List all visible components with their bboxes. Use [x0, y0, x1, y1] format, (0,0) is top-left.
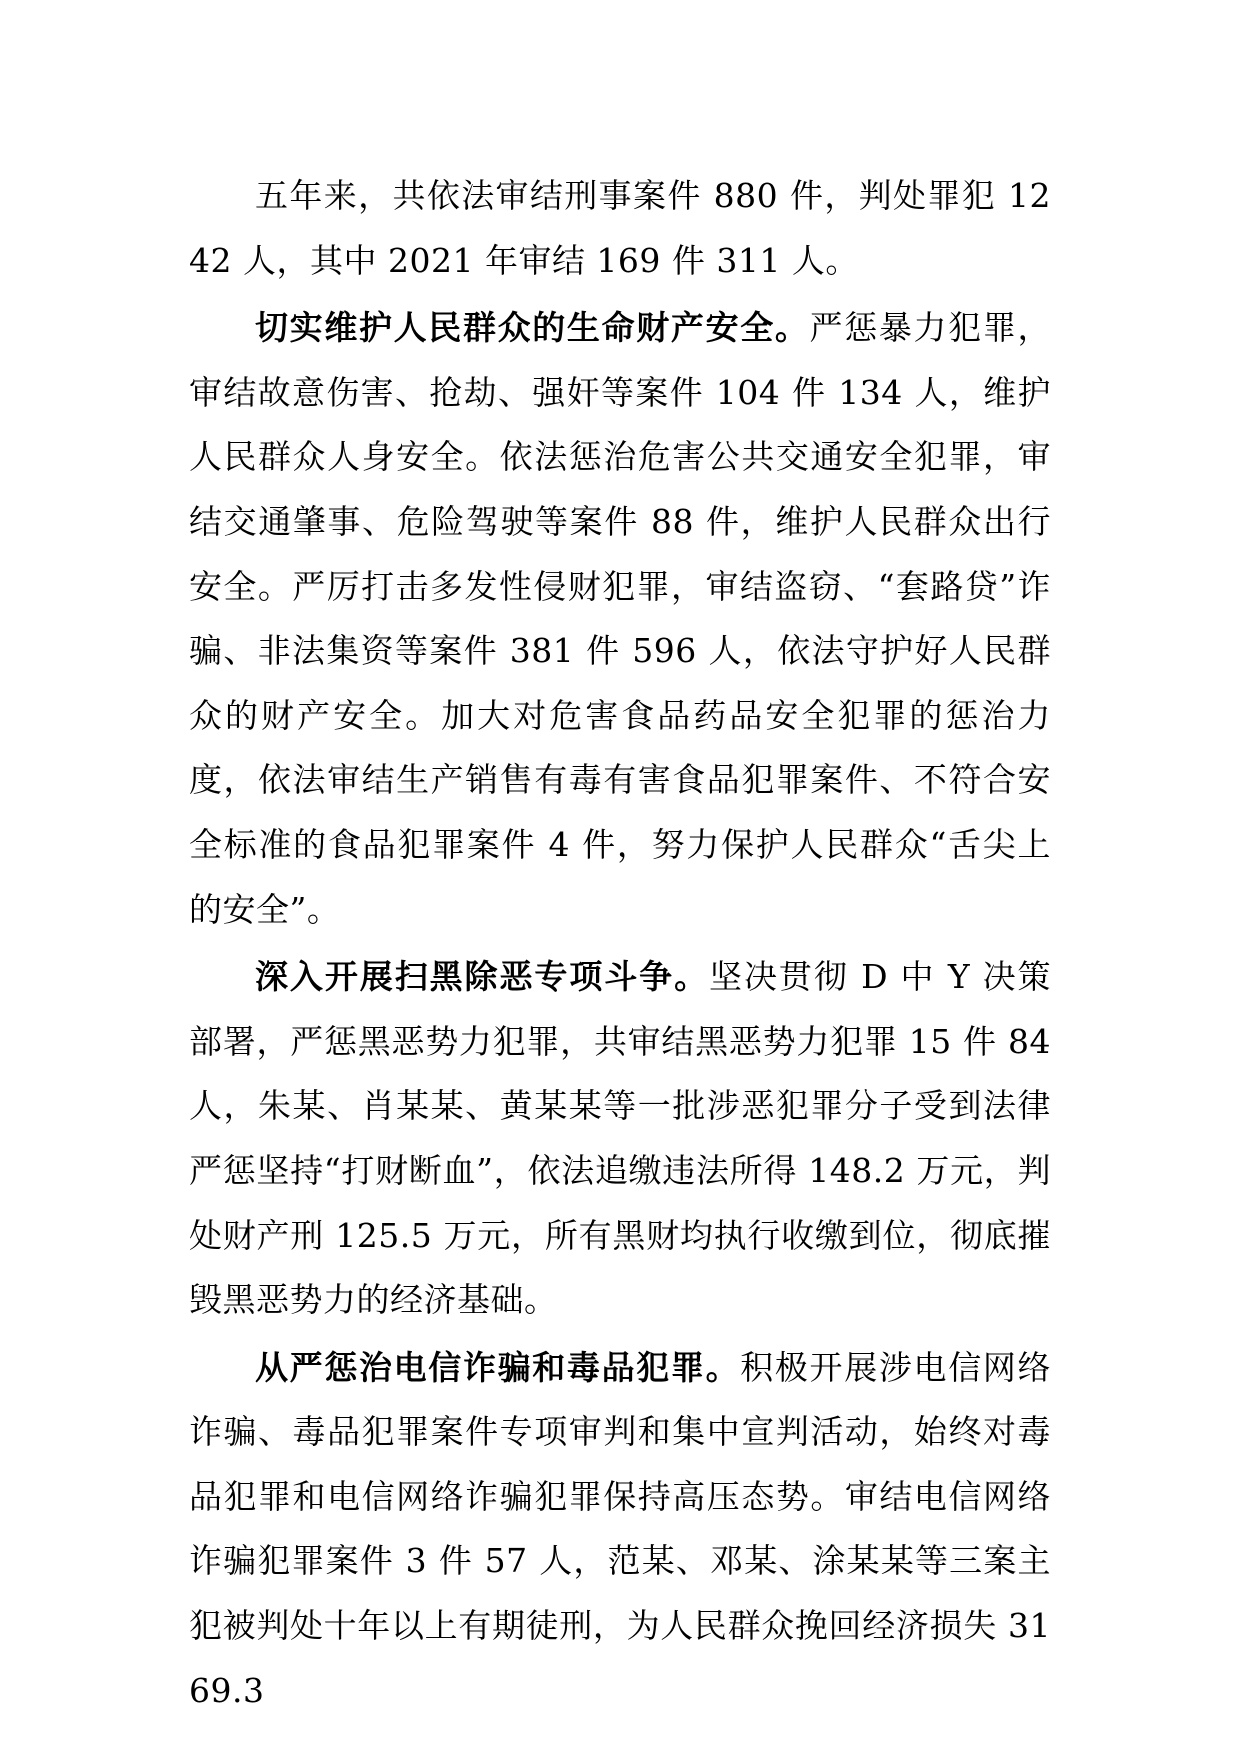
paragraph-heading: 从严惩治电信诈骗和毒品犯罪。 — [255, 1347, 741, 1387]
paragraph-text: 积极开展涉电信网络诈骗、毒品犯罪案件专项审判和集中宣判活动，始终对毒品犯罪和电信网络诈骗犯罪保持高压态势。审结电信网络诈骗犯罪案件 3 件 57 人，范某、邓某、涂某某等三案主犯被判处十年以上有期徒刑，为人民群众挽回经济损失 3169.3 — [189, 1347, 1052, 1710]
paragraph-text: 坚决贯彻 D 中 Y 决策部署，严惩黑恶势力犯罪，共审结黑恶势力犯罪 15 件 84 人，朱某、肖某某、黄某某等一批涉恶犯罪分子受到法律严惩坚持“打财断血”，依法追缴违法所得 148.2 万元，判处财产刑 125.5 万元，所有黑财均执行收缴到位，彻底摧毁黑恶势力的经济基础。 — [189, 957, 1052, 1320]
paragraph-life-property-safety — [189, 296, 1051, 942]
paragraph-telecom-drug-crime — [189, 1336, 1051, 1724]
paragraph-anti-gang-crime — [189, 945, 1051, 1333]
paragraph-text: 五年来，共依法审结刑事案件 880 件，判处罪犯 1242 人，其中 2021 年审结 169 件 311 人。 — [189, 176, 1051, 280]
document-body — [189, 164, 1051, 1723]
paragraph-text: 严惩暴力犯罪，审结故意伤害、抢劫、强奸等案件 104 件 134 人，维护人民群众人身安全。依法惩治危害公共交通安全犯罪，审结交通肇事、危险驾驶等案件 88 件，维护人民群众出行安全。严厉打击多发性侵财犯罪，审结盗窃、“套路贷”诈骗、非法集资等案件 381 件 596 人，依法守护好人民群众的财产安全。加大对危害食品药品安全犯罪的惩治力度，依法审结生产销售有毒有害食品犯罪案件、不符合安全标准的食品犯罪案件 4 件，努力保护人民群众“舌尖上的安全”。 — [189, 308, 1052, 929]
paragraph-heading: 深入开展扫黑除恶专项斗争。 — [255, 957, 710, 997]
paragraph-heading: 切实维护人民群众的生命财产安全。 — [255, 308, 810, 348]
paragraph-criminal-summary — [189, 164, 1051, 293]
